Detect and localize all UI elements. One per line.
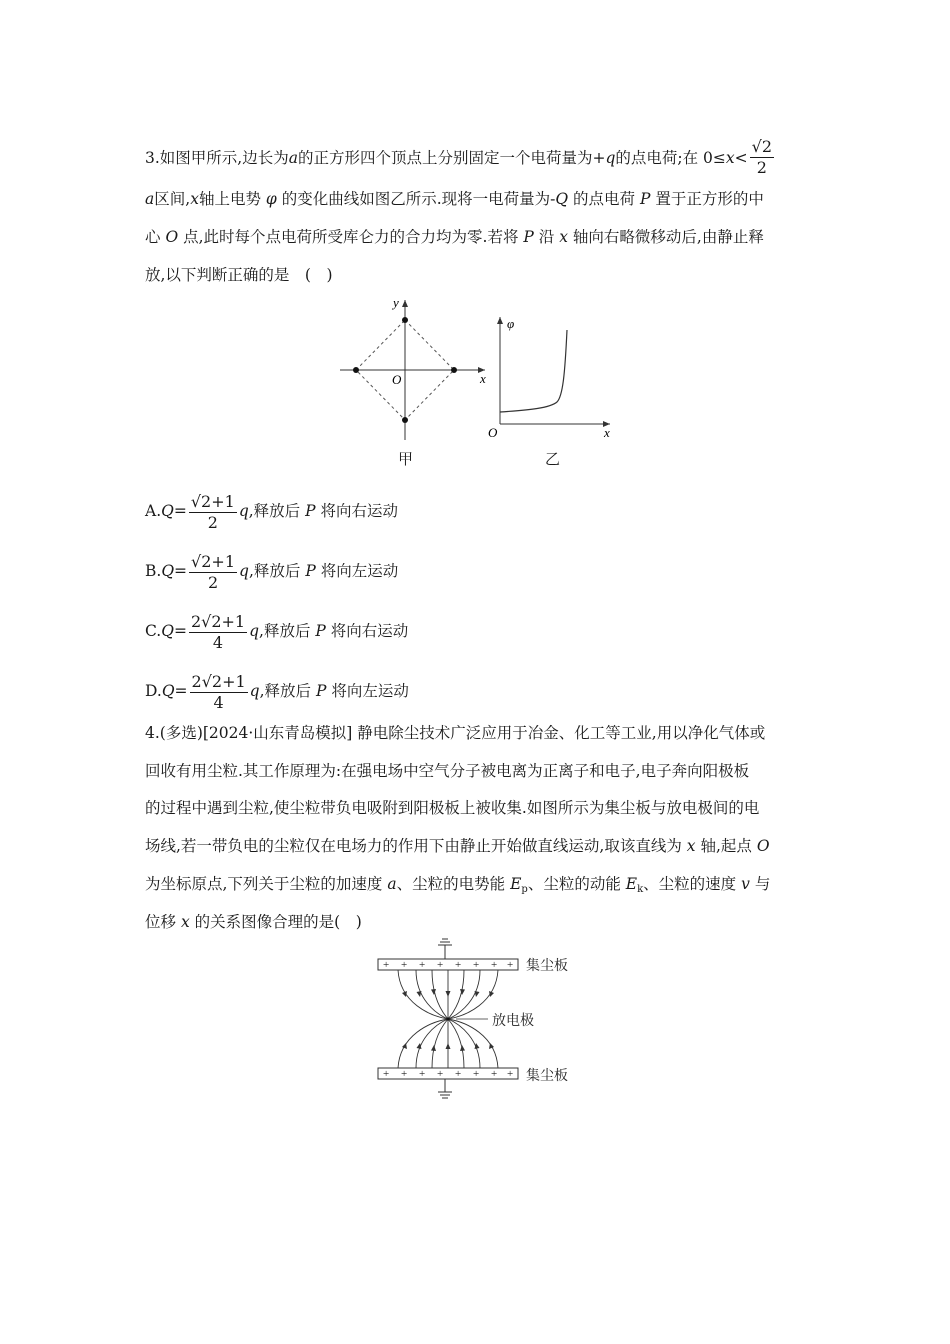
svg-text:+: +: [455, 959, 462, 971]
svg-text:+: +: [383, 1068, 390, 1080]
q4-line-2: 回收有用尘粒.其工作原理为:在强电场中空气分子被电离为正离子和电子,电子奔向阳极板: [145, 762, 750, 780]
charge-left: [353, 367, 359, 373]
svg-text:+: +: [507, 959, 514, 971]
q4-line-4: 场线,若一带负电的尘粒仅在电场力的作用下由静止开始做直线运动,取该直线为 x 轴,起点 O: [145, 837, 770, 855]
origin-label: O: [392, 372, 402, 387]
y-axis-arrow-icon: [402, 300, 408, 307]
charge-bottom: [402, 417, 408, 423]
option-b-fraction: $\frac{√2+1}{2}$: [191, 552, 236, 592]
q3-line-1: 3.如图甲所示,边长为a的正方形四个顶点上分别固定一个电荷量为+q的点电荷;在 0≤x< $\frac{√2}{2}$: [145, 137, 773, 177]
svg-text:+: +: [419, 959, 426, 971]
figure-jia-square-charges: [335, 295, 495, 445]
fraction-sqrt2-over-2: $\frac{√2}{2}$: [751, 137, 773, 177]
svg-text:+: +: [437, 959, 444, 971]
option-b[interactable]: B.Q= $\frac{√2+1}{2}$ q,释放后 P 将向左运动: [145, 552, 399, 592]
option-c[interactable]: C.Q= $\frac{2√2+1}{4}$ q,释放后 P 将向右运动: [145, 612, 409, 652]
top-plate-label: 集尘板: [526, 959, 568, 974]
option-a-fraction: $\frac{√2+1}{2}$: [190, 492, 235, 532]
electrode-label: 放电极: [492, 1014, 534, 1029]
option-d-fraction: $\frac{2√2+1}{4}$: [191, 672, 246, 712]
option-a[interactable]: A.Q= $\frac{√2+1}{2}$ q,释放后 P 将向右运动: [145, 492, 399, 532]
ground-icon-bottom: [438, 1092, 452, 1098]
svg-text:+: +: [401, 959, 408, 971]
svg-text:+: +: [437, 1068, 444, 1080]
figure-precipitator-field-lines: [370, 937, 590, 1102]
x-axis-label: x: [604, 425, 610, 440]
svg-text:+: +: [491, 959, 498, 971]
figure-yi-caption: 乙: [545, 450, 561, 468]
q4-line-1: 4.(多选)[2024·山东青岛模拟] 静电除尘技术广泛应用于冶金、化工等工业,用以净化气体或: [145, 724, 766, 742]
charge-right: [451, 367, 457, 373]
x-axis-label: x: [480, 371, 486, 386]
figure-jia-caption: 甲: [398, 450, 414, 468]
figure-yi-potential-curve: [485, 312, 615, 442]
q3-line-3: 心 O 点,此时每个点电荷所受库仑力的合力均为零.若将 P 沿 x 轴向右略微移动后,由静止释: [145, 228, 764, 246]
bottom-plate-label: 集尘板: [526, 1069, 568, 1084]
phi-axis-arrow-icon: [497, 317, 503, 324]
svg-text:+: +: [419, 1068, 426, 1080]
svg-text:+: +: [455, 1068, 462, 1080]
q3-line-2: a区间,x轴上电势 φ 的变化曲线如图乙所示.现将一电荷量为-Q 的点电荷 P 置于正方形的中: [145, 190, 764, 208]
charge-top: [402, 317, 408, 323]
phi-axis-label: φ: [507, 316, 515, 331]
option-d[interactable]: D.Q= $\frac{2√2+1}{4}$ q,释放后 P 将向左运动: [145, 672, 409, 712]
option-c-fraction: $\frac{2√2+1}{4}$: [190, 612, 246, 652]
phi-curve: [500, 330, 567, 412]
q4-line-5: 为坐标原点,下列关于尘粒的加速度 a、尘粒的电势能 $E_p$、尘粒的动能 $E_k$、尘粒的速度 v 与: [145, 875, 771, 895]
svg-text:+: +: [383, 959, 390, 971]
y-axis-label: y: [393, 295, 399, 310]
svg-text:+: +: [507, 1068, 514, 1080]
svg-text:+: +: [473, 959, 480, 971]
discharge-electrode: [446, 1017, 449, 1020]
q4-line-3: 的过程中遇到尘粒,使尘粒带负电吸附到阳极板上被收集.如图所示为集尘板与放电极间的电: [145, 799, 760, 817]
svg-text:+: +: [401, 1068, 408, 1080]
svg-text:+: +: [473, 1068, 480, 1080]
q3-line-4: 放,以下判断正确的是 ( ): [145, 266, 333, 284]
q4-line-6: 位移 x 的关系图像合理的是( ): [145, 913, 362, 931]
origin-label: O: [488, 425, 498, 440]
ground-icon-top: [438, 939, 452, 945]
svg-text:+: +: [491, 1068, 498, 1080]
